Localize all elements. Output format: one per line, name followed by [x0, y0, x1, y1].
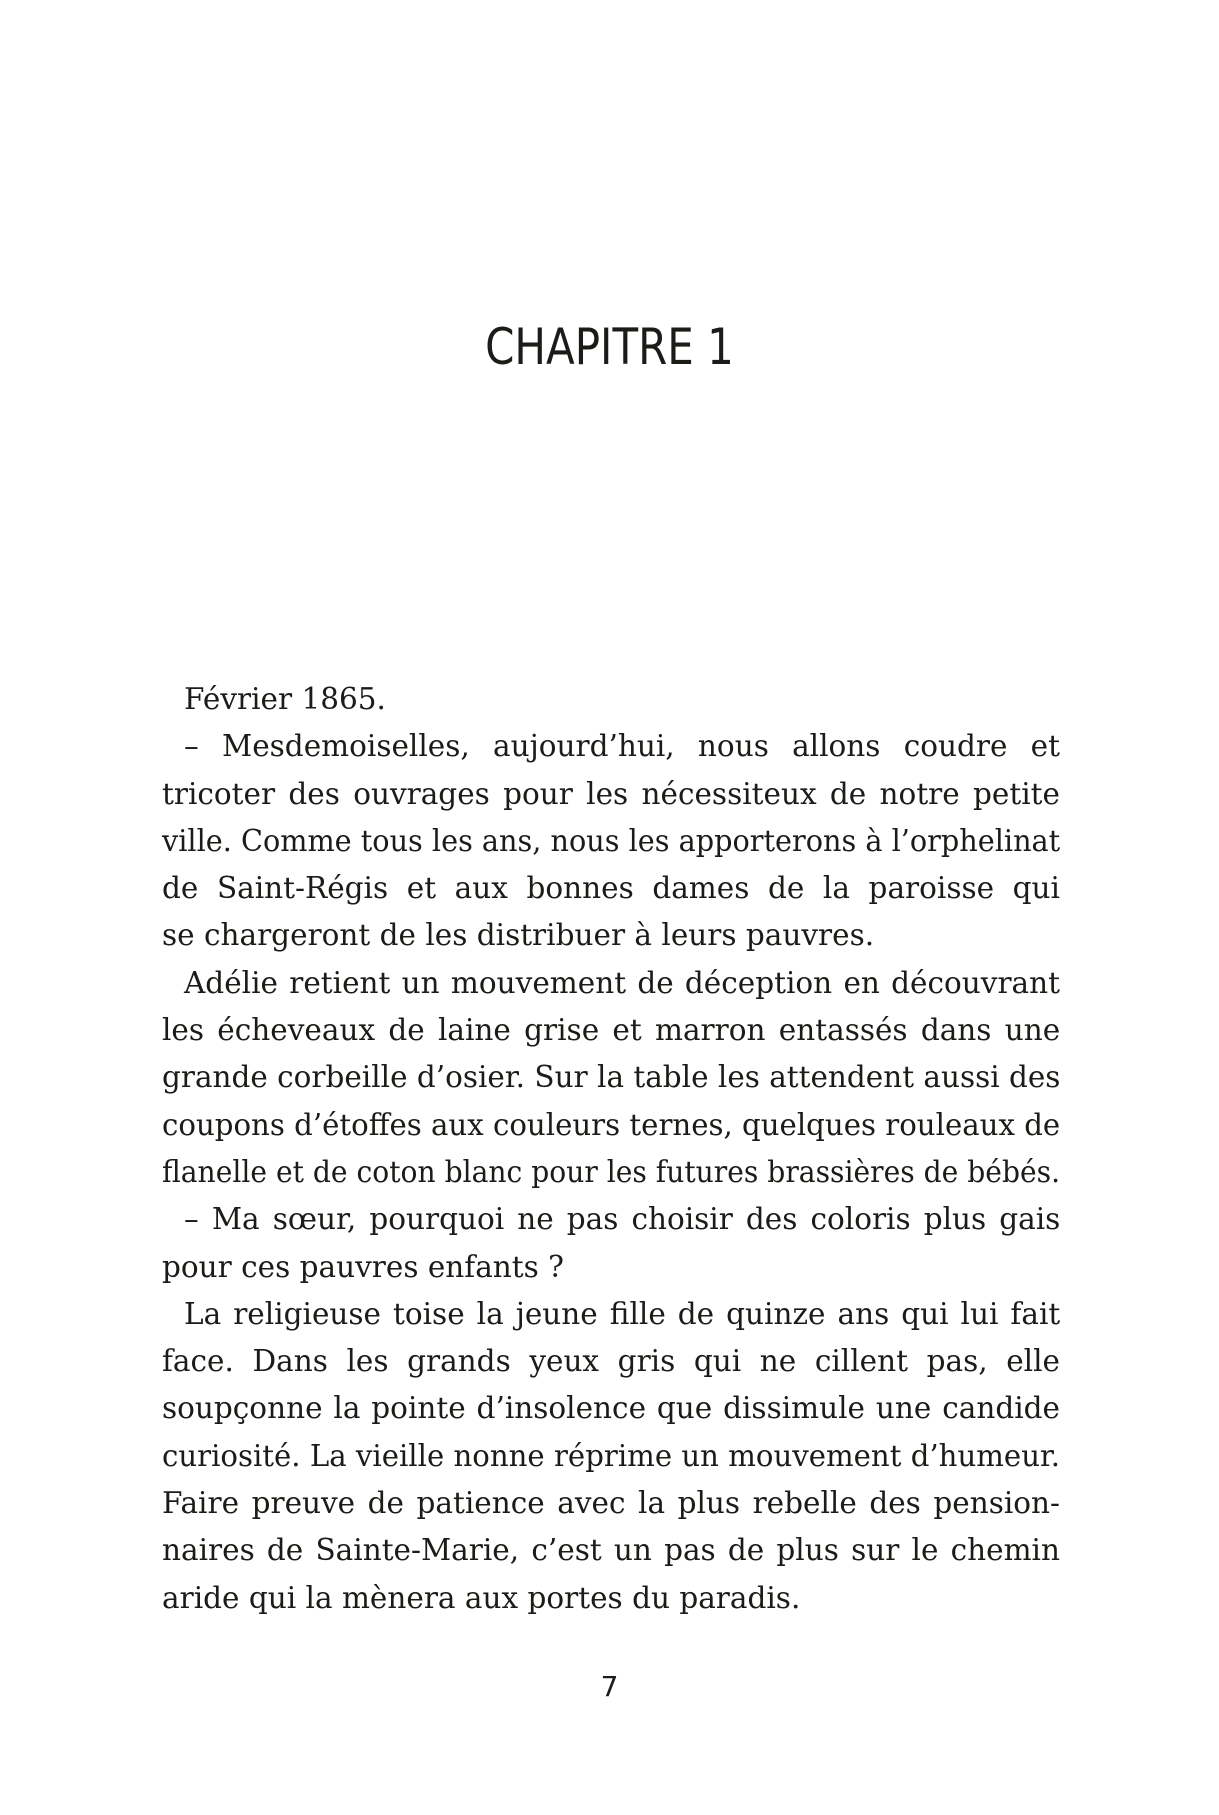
text-line: naires de Sainte-Marie, c’est un pas de plus sur le chemin: [162, 1533, 1060, 1568]
text-line: tricoter des ouvrages pour les nécessiteux de notre petite: [162, 776, 1060, 811]
text-line: pour ces pauvres enfants ?: [162, 1249, 564, 1284]
text-line: – Ma sœur, pourquoi ne pas choisir des coloris plus gais: [184, 1202, 1061, 1237]
chapter-body: [162, 676, 1060, 1622]
text-line: – Mesdemoiselles, aujourd’hui, nous allons coudre et: [184, 729, 1060, 764]
page-number: 7: [600, 1670, 619, 1703]
text-line: face. Dans les grands yeux gris qui ne cillent pas, elle: [162, 1344, 1060, 1379]
text-line: La religieuse toise la jeune fille de quinze ans qui lui fait: [184, 1296, 1061, 1331]
text-line: coupons d’étoffes aux couleurs ternes, quelques rouleaux de: [162, 1107, 1061, 1142]
text-line: aride qui la mènera aux portes du paradis.: [162, 1580, 801, 1615]
text-line: se chargeront de les distribuer à leurs pauvres.: [162, 918, 875, 953]
text-line: les écheveaux de laine grise et marron entassés dans une: [162, 1013, 1061, 1048]
text-line: ville. Comme tous les ans, nous les apporterons à l’orphelinat: [162, 823, 1061, 858]
text-line: soupçonne la pointe d’insolence que dissimule une candide: [162, 1391, 1060, 1426]
text-line: grande corbeille d’osier. Sur la table les attendent aussi des: [162, 1060, 1061, 1095]
text-line: Faire preuve de patience avec la plus rebelle des pension-: [162, 1486, 1060, 1521]
text-line: curiosité. La vieille nonne réprime un mouvement d’humeur.: [162, 1438, 1060, 1473]
chapter-title: CHAPITRE 1: [485, 318, 734, 376]
text-line: Adélie retient un mouvement de déception en découvrant: [184, 965, 1060, 1000]
text-line: flanelle et de coton blanc pour les futures brassières de bébés.: [162, 1154, 1061, 1189]
text-line: Février 1865.: [184, 682, 386, 716]
text-line: de Saint-Régis et aux bonnes dames de la paroisse qui: [162, 871, 1060, 906]
